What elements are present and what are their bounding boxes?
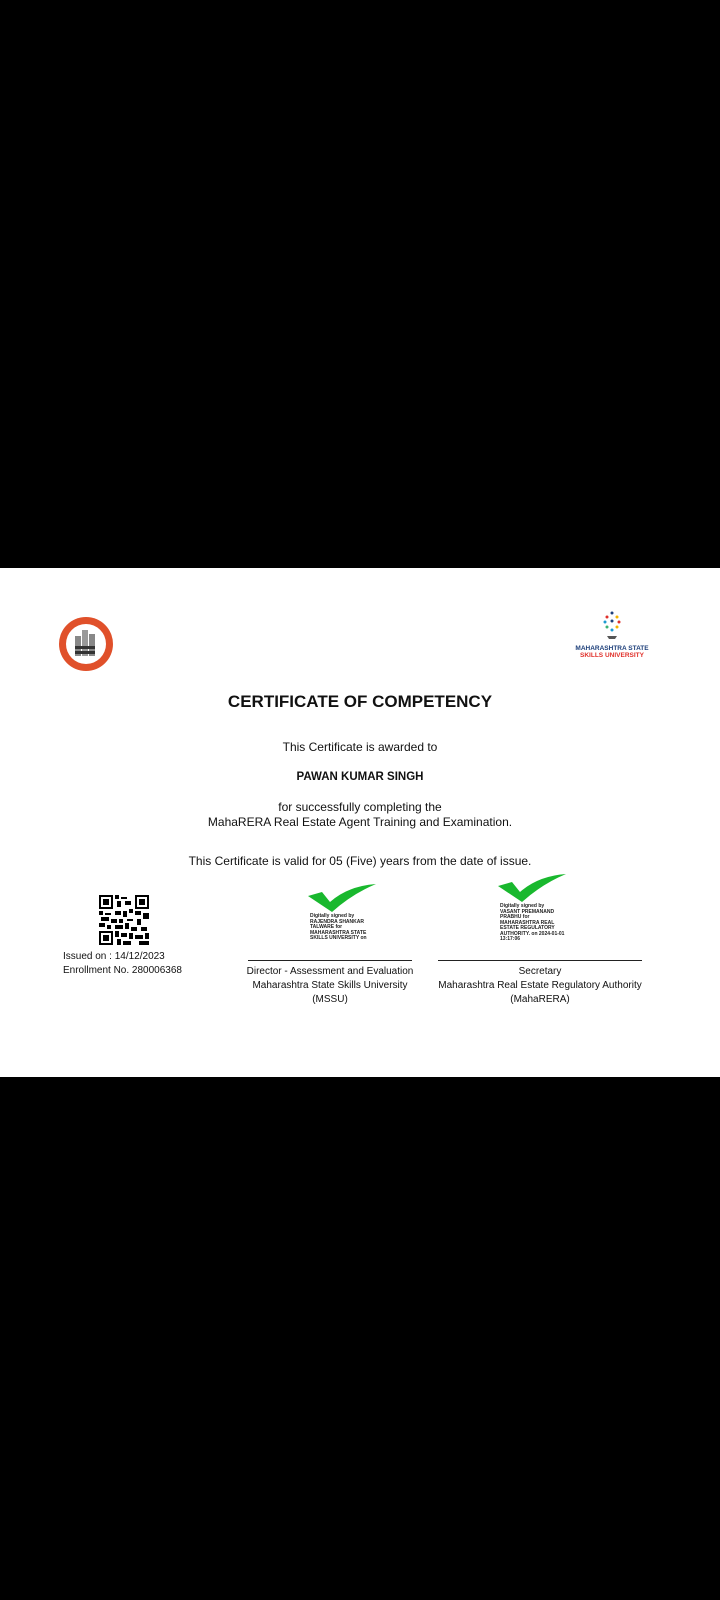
signature-1-stamp[interactable] [310,914,367,942]
certificate [0,568,720,1077]
validity-text: This Certificate is valid for 05 (Five) years from the date of issue. [188,854,532,868]
stamp-line: 13:17:06 [500,936,521,942]
stamp-line: AUTHORITY. on 2024-01-01 [500,930,565,937]
qr-code[interactable] [99,895,149,945]
signature-1-block [230,965,430,1007]
stamp-line: Digitally signed by [310,913,355,919]
signatory-org: Maharashtra Real Estate Regulatory Authority [438,980,642,991]
stamp-line: ESTATE REGULATORY [500,925,555,931]
enrollment-number: Enrollment No. 280006368 [63,965,182,976]
stamp-line: MAHARASHTRA REAL [500,919,555,926]
stamp-line: Digitally signed by [500,903,545,909]
completion-line-2: MahaRERA Real Estate Agent Training and Examination. [207,815,513,829]
signatory-org: Maharashtra State Skills University [252,980,408,991]
signature-2-stamp[interactable] [500,904,564,943]
signature-2-block [420,965,660,1007]
issue-info [63,950,182,978]
mssu-logo [572,610,652,660]
maharera-logo [58,616,114,672]
stamp-line: RAJENDRA SHANKAR [310,918,364,925]
mssu-logo-line2: SKILLS UNIVERSITY [580,652,644,659]
awarded-to-text: This Certificate is awarded to [282,740,438,754]
signature-1-line [248,960,412,961]
signatory-title: Director - Assessment and Evaluation [246,966,414,977]
signature-1-check-icon [308,882,376,917]
certificate-title: CERTIFICATE OF COMPETENCY [227,692,493,711]
signatory-title: Secretary [518,966,562,977]
signatory-org-abbr: (MahaRERA) [510,994,570,1005]
issued-on: Issued on : 14/12/2023 [63,951,165,962]
completion-line-1: for successfully completing the [278,800,442,814]
stamp-line: PRABHU for [500,914,530,920]
mssu-logo-line1: MAHARASHTRA STATE [575,645,649,652]
stamp-line: TALWARE for [310,924,343,930]
stamp-line: SKILLS UNIVERSITY on [310,935,367,941]
signatory-org-abbr: (MSSU) [312,994,348,1005]
signature-2-line [438,960,642,961]
stamp-line: MAHARASHTRA STATE [310,929,367,936]
signature-2-check-icon [498,872,566,907]
recipient-name: PAWAN KUMAR SINGH [296,771,424,783]
stamp-line: VASANT PREMANAND [500,908,555,915]
